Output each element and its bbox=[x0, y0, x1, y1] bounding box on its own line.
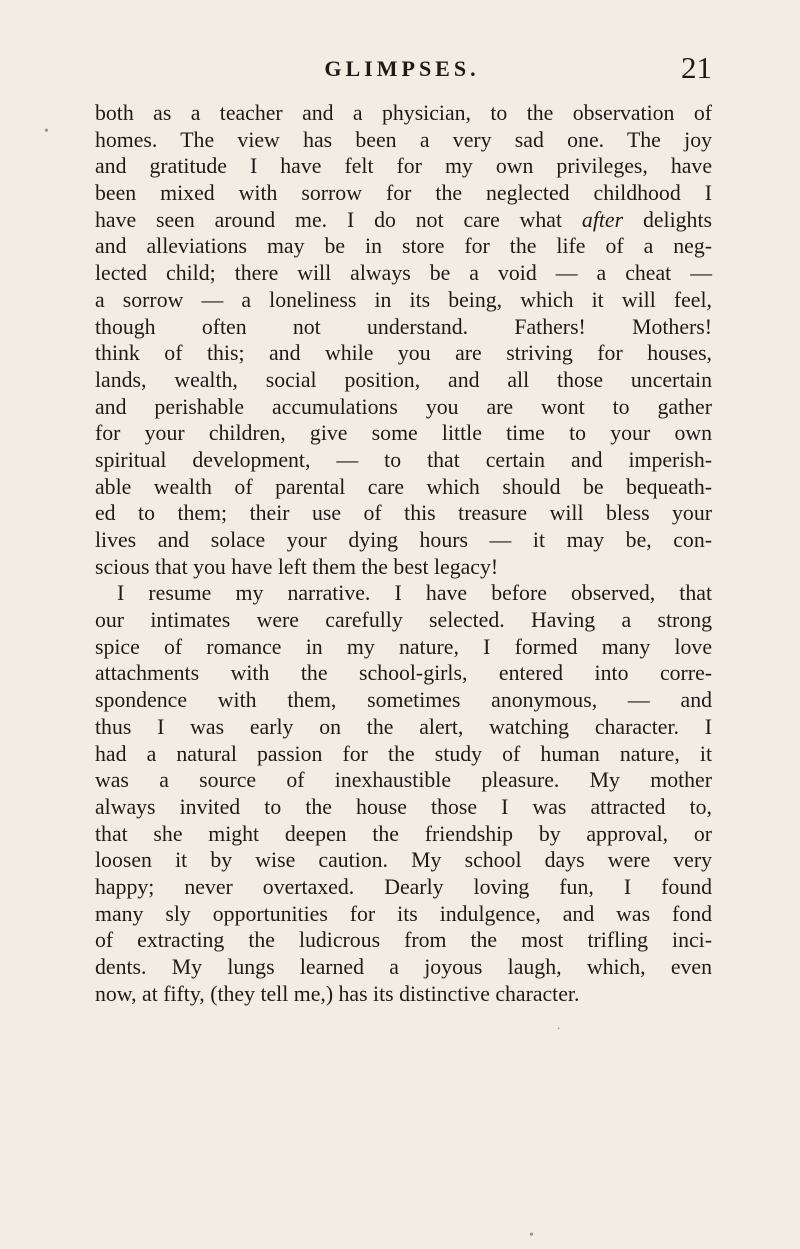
margin-speck: • bbox=[529, 1228, 534, 1243]
text-line: for your children, give some little time to your own bbox=[95, 421, 712, 446]
text-line: of extracting the ludicrous from the most trifling inci- bbox=[95, 928, 712, 953]
text-line: and perishable accumulations you are wont to gather bbox=[95, 394, 712, 419]
text-line: was a source of inexhaustible pleasure. My mother bbox=[95, 768, 712, 793]
text-line: lives and solace your dying hours — it may be, con- bbox=[95, 528, 712, 552]
text-line: and gratitude I have felt for my own privileges, have bbox=[95, 154, 712, 179]
text-line: had a natural passion for the study of human nature, it bbox=[95, 741, 712, 766]
text-line: I resume my narrative. I have before observed, that bbox=[117, 581, 712, 606]
margin-speck: . bbox=[557, 1018, 561, 1033]
text-line: a sorrow — a loneliness in its being, which it will feel, bbox=[95, 287, 712, 312]
text-line: attachments with the school-girls, entered into corre- bbox=[95, 661, 712, 686]
text-line: lands, wealth, social position, and all those uncertain bbox=[95, 367, 712, 392]
text-line: thus I was early on the alert, watching character. I bbox=[95, 714, 712, 739]
page-number: 21 bbox=[681, 50, 712, 85]
text-line: now, at fifty, (they tell me,) has its distinctive character. bbox=[95, 981, 580, 1006]
text-segment: delights bbox=[623, 207, 712, 232]
running-head bbox=[92, 46, 712, 86]
italic-word: after bbox=[581, 207, 624, 232]
running-title: GLIMPSES. bbox=[324, 56, 480, 81]
text-line: spondence with them, sometimes anonymous, — and bbox=[95, 688, 712, 713]
margin-speck: • bbox=[44, 124, 49, 139]
text-line: and alleviations may be in store for the life of a neg- bbox=[95, 234, 712, 259]
text-line: think of this; and while you are striving for houses, bbox=[95, 341, 712, 366]
text-line: happy; never overtaxed. Dearly loving fun, I found bbox=[95, 874, 712, 899]
text-line: spiritual development, — to that certain and imperish- bbox=[95, 447, 712, 472]
body-text bbox=[95, 100, 712, 1007]
text-line: always invited to the house those I was attracted to, bbox=[95, 794, 712, 819]
text-line: been mixed with sorrow for the neglected childhood I bbox=[95, 181, 712, 206]
text-line: our intimates were carefully selected. Having a strong bbox=[95, 608, 712, 633]
text-segment: have seen around me. I do not care what bbox=[95, 207, 563, 232]
text-line: both as a teacher and a physician, to the observation of bbox=[95, 101, 712, 125]
text-line: dents. My lungs learned a joyous laugh, which, even bbox=[95, 955, 712, 979]
text-line: homes. The view has been a very sad one. The joy bbox=[95, 127, 712, 152]
text-line: many sly opportunities for its indulgence, and was fond bbox=[95, 901, 712, 926]
text-line: scious that you have left them the best legacy! bbox=[95, 554, 499, 579]
text-line: able wealth of parental care which should be bequeath- bbox=[95, 474, 712, 499]
text-line: ed to them; their use of this treasure will bless your bbox=[95, 501, 712, 526]
text-line: lected child; there will always be a void — a cheat — bbox=[95, 261, 712, 286]
text-line: loosen it by wise caution. My school days were very bbox=[95, 848, 712, 873]
text-line-with-italic bbox=[95, 207, 712, 234]
text-line: though often not understand. Fathers! Mothers! bbox=[95, 314, 712, 339]
text-line: spice of romance in my nature, I formed many love bbox=[95, 634, 712, 659]
text-line: that she might deepen the friendship by approval, or bbox=[95, 821, 712, 846]
